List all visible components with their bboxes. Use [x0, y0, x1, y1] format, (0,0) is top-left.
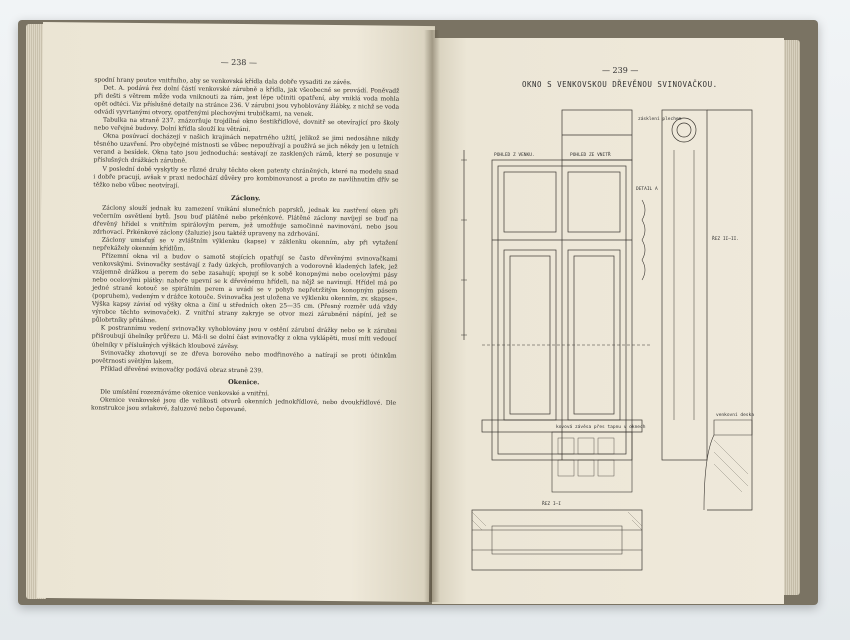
paragraph: Okna posúvací docházejí v našich krajinách nepatrného užití, jelikož se jimi nedosáhne nikdy těsného uzavření. Pro obyčejné místnosti se vůbec nepoužívají a používá se jich někdy jen u letních verand a besídek. Okna tato jsou jednoduchá: sestávají ze zasklených rámů, který se posunuje v příslušných drážkách zárubně.	[93, 132, 399, 165]
paragraph: Přízemní okna vil a budov o samotě stojících opatřují se často dřevěnými svinovačkami venkovskými. Svinovačky sestávají z řady úzkých, profilovaných a vodorovně kladených laťek, jež vzájemně drážkou a perem do sebe zasahují; spojují se k sobě konopnými nebo ocelovými pásy nebo ocelovými plátky: nahoře upevní se k dřevěnému hřídeli, na nějž se navinují. Hřídel má po jedné straně kotouč se spirálním perem a uvádí se v pohyb nepřetržitým konopným pásem (popruhem), vedeným v drážce kotouče. Svinovačka jest uložena ve výklenku okenním, zv. skapse«. Výška kapsy závisí od výšky okna a činí u středních oken 25—35 cm. (Přesný rozměr udá vždy výrobce těchto svinovaček). Z vnitřní strany zakryje se otvor mezi zárubnění nápíní, jež se půlobrtníky přitáhne.	[91, 252, 398, 325]
left-page-text	[91, 77, 400, 416]
paragraph: K postrannímu vedení svinovačky vyhoblovány jsou v ostění zárubní drážky nebo se k zárubni přišroubují úhelníky průřezu ⊔. Má-li se dolní část svinovačky z okna vyklápěti, musí míti vedoucí úhelníky v příslušných výškách kloubové závěsy.	[91, 324, 397, 350]
paragraph: Okenice venkovské jsou dle velikosti otvorů okenních jednokřídlové, nebo dvoukřídlové. Dle konstrukce jsou svlakové, žaluzové nebo čepované.	[90, 396, 397, 413]
paragraph: Záclony slouží jednak ku zamezení vnikání slunečních paprsků, jednak ku zastření oken při večerním osvětlení bytů. Jsou buď plátěné nebo prkénkové. Plátěné záclony navíjejí se buď na dřevěný hřídel s vnitřním spirálovým perem, jež umožňuje samočinné navinování, nebo jsou zdrhovací. Prkénkové záclony (žaluzie) jsou taktéž upraveny na zdrhování.	[92, 204, 399, 238]
paragraph: Záclony umisťují se v zvláštním výklenku (kapse) v záklenku okenním, aby při vytažení nepřekážely okenním křídlům.	[92, 236, 398, 253]
detail-a-profile	[642, 200, 645, 280]
page-edges-right	[782, 40, 800, 595]
label-sill-note: venkovní deska	[716, 413, 754, 418]
window-drawing	[452, 90, 782, 590]
left-page	[37, 22, 435, 602]
figure-title: OKNO S VENKOVSKOU DŘEVĚNOU SVINOVAČKOU.	[522, 80, 718, 89]
section-heading: Okenice.	[228, 377, 260, 386]
paragraph: spodní hrany poutce vnitřního, aby se venkovská křídla dala dobře vysaditi ze závěs.	[94, 76, 352, 87]
label-interior-view: POHLED ZE VNITŘ	[570, 153, 611, 158]
page-number-right: — 239 —	[602, 66, 639, 75]
paragraph: V poslední době vyskytly se různé druhy těchto oken patenty chráněných, které na modelu snad i dobře pracují, avšak v praxi nedochází důvěry pro kombinovanost a proto ze navlíhnutím dřív se těžko nebo vůbec neotvírají.	[93, 165, 399, 190]
section-heading: Záclony.	[231, 193, 261, 202]
paragraph: Příklad dřevěné svinovačky podává obraz straně 239.	[100, 365, 264, 374]
label-guide-note: kovová závěsa přes tapnu v oknech	[556, 425, 646, 430]
label-top-note: zásklení plechem	[638, 117, 682, 122]
book-gutter	[424, 30, 440, 602]
right-page	[432, 38, 784, 604]
label-exterior-view: POHLED Z VENKU.	[494, 153, 535, 158]
section-ii	[662, 110, 707, 460]
paragraph: Tabulka na straně 237. znázorňuje trojdílné okno šestikřídlové, dovnitř se otevírající pro školy nebo veřejné budovy. Dolní křídla slouží ku větrání.	[93, 116, 400, 134]
paragraph: Dle umístění rozeznáváme okenice venkovské a vnitřní.	[100, 388, 270, 398]
paragraph: Svinovačky zhotovují se ze dřeva borového nebo modřinového a natírají se proti účinkům povětrnosti světlým lakem.	[91, 349, 397, 365]
page-number-left: — 238 —	[220, 57, 258, 68]
label-section-ii: ŘEZ II–II.	[712, 237, 740, 242]
section-i	[472, 510, 642, 570]
paragraph: Det. A. podává řez dolní částí venkovské zárubně a křídla, jak všeobecně se provádí. Poněvadž při dešti s větrem může voda vniknouti za rám, jest lépe učiniti opatření, aby vniklá voda mohla opět odtéci. Viz příslušné detaily na stránce 236. V zárubni jsou vyhoblovány žlábky, z nichž se voda odvádí vyvrtanými otvory, opatřenými plechovými trubičkami, na venek.	[94, 84, 400, 118]
label-section-i: ŘEZ I–I	[542, 502, 561, 507]
label-detail-a: DETAIL A	[636, 187, 658, 192]
